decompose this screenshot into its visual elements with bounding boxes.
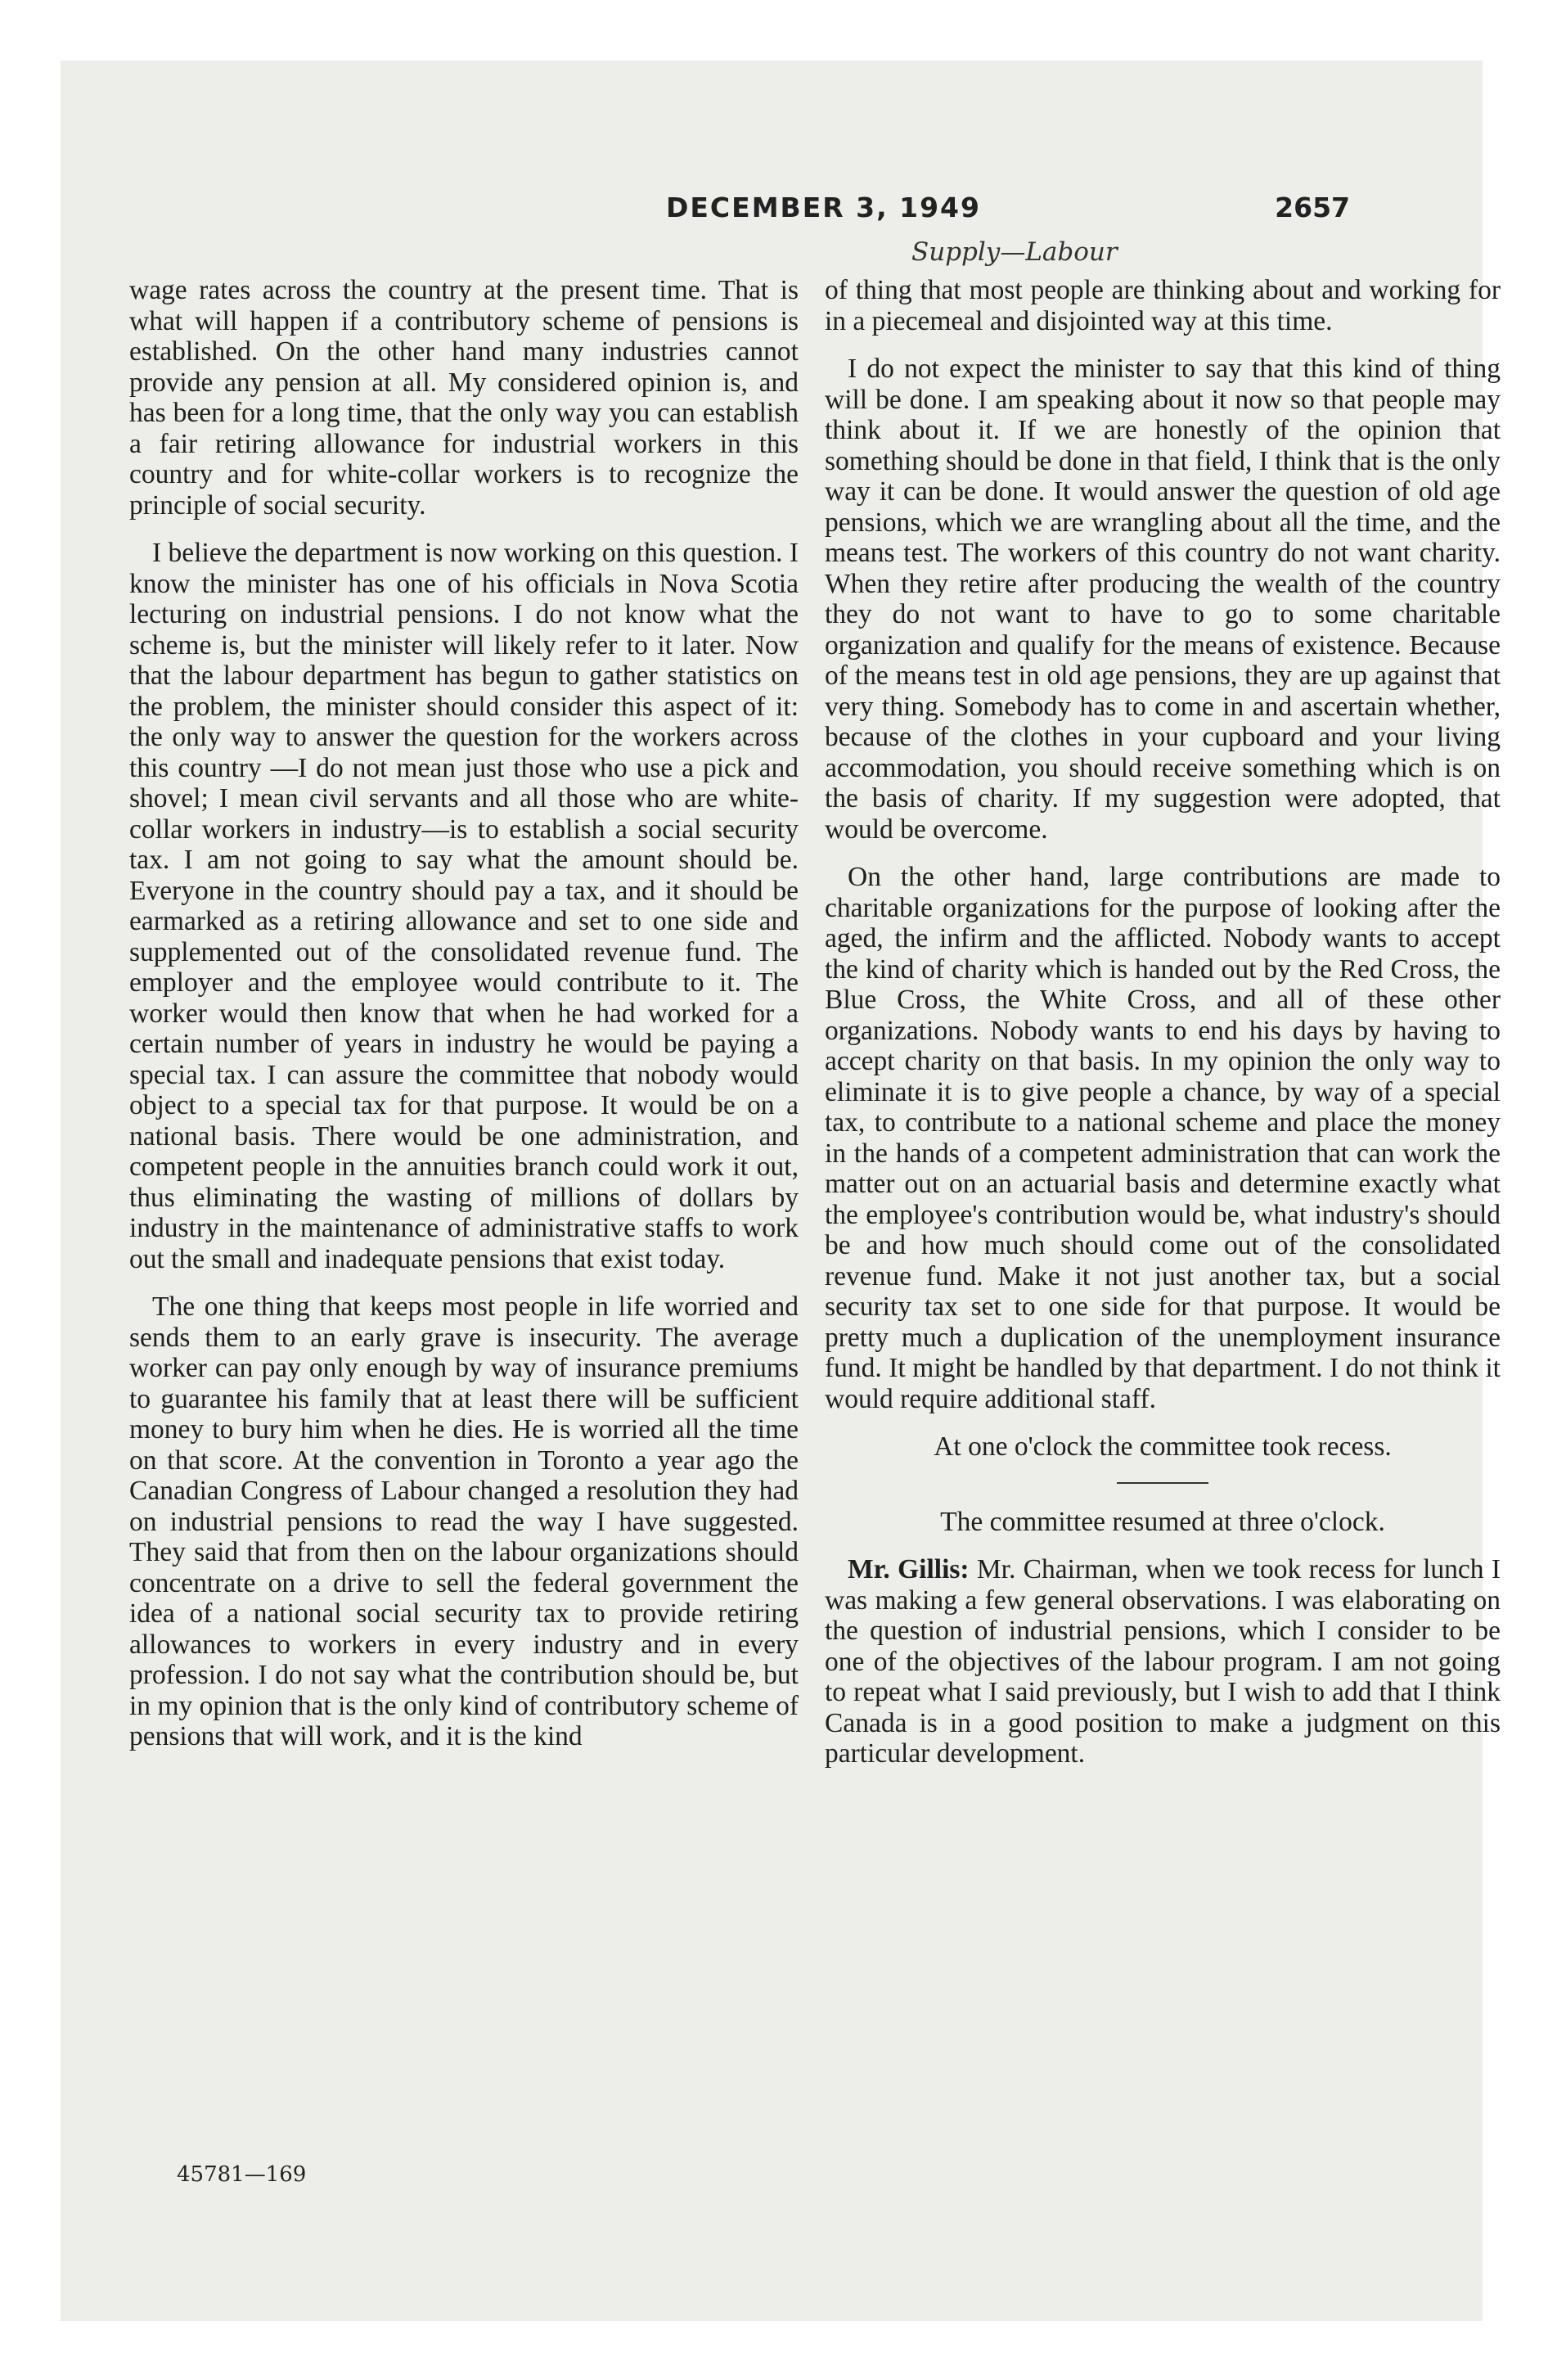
recess-note: At one o'clock the committee took recess. — [934, 1431, 1392, 1462]
speaker-paragraph — [825, 1554, 1501, 1769]
paragraph: wage rates across the country at the present time. That is what will happen if a contributory scheme of pensions is established. On the other hand many industries cannot provide any pension at all. My considered opinion is, and has been for a long time, that the only way you can establish a fair retiring allowance for industrial workers in this country and for white-collar workers is to recognize the principle of social security. — [129, 275, 799, 521]
paragraph: of thing that most people are thinking about and working for in a piecemeal and disjointed way at this time. — [825, 275, 1501, 336]
speaker-name: Mr. Gillis: — [848, 1554, 970, 1584]
paragraph: I do not expect the minister to say that this kind of thing will be done. I am speaking about it now so that people may think about it. If we are honestly of the opinion that something should be done in that field, I think that is the only way it can be done. It would answer the question of old age pensions, which we are wrangling about all the time, and the means test. The workers of this country do not want charity. When they retire after producing the wealth of the country they do not want to have to go to some charitable organization and qualify for the means of existence. Because of the means test in old age pensions, they are up against that very thing. Somebody has to come in and ascertain whether, because of the clothes in your cupboard and your living accommodation, you should receive something which is on the basis of charity. If my suggestion were adopted, that would be overcome. — [825, 354, 1501, 845]
page-header — [61, 192, 1483, 232]
running-head: Supply—Labour — [911, 237, 1118, 267]
speech-text: Mr. Chairman, when we took recess for lunch I was making a few general observations. I was elaborating on the question of industrial pensions, which I consider to be one of the objectives of the labour program. I am not going to repeat what I said previously, but I wish to add that I think Canada is in a good position to make a judgment on this particular development. — [825, 1554, 1501, 1769]
scanned-page — [61, 61, 1501, 2321]
header-date: DECEMBER 3, 1949 — [666, 192, 981, 223]
left-column — [129, 275, 799, 1769]
page-number: 2657 — [1275, 192, 1350, 223]
paragraph: On the other hand, large contributions are made to charitable organizations for the purpose of looking after the aged, the infirm and the afflicted. Nobody wants to accept the kind of charity which is handed out by the Red Cross, the Blue Cross, the White Cross, and all of these other organizations. Nobody wants to end his days by having to accept charity on that basis. In my opinion the only way to eliminate it is to give people a chance, by way of a special tax, to contribute to a national scheme and place the money in the hands of a competent administration that can work the matter out on an actuarial basis and determine exactly what the employee's contribution would be, what industry's should be and how much should come out of the consolidated revenue fund. Make it not just another tax, but a social security tax set to one side for that purpose. It would be pretty much a duplication of the unemployment insurance fund. It might be handled by that department. I do not think it would require additional staff. — [825, 862, 1501, 1414]
paragraph: The one thing that keeps most people in life worried and sends them to an early grave is insecurity. The average worker can pay only enough by way of insurance premiums to guarantee his family that at least there will be sufficient money to bury him when he dies. He is worried all the time on that score. At the convention in Toronto a year ago the Canadian Congress of Labour changed a resolution they had on industrial pensions to read the way I have suggested. They said that from then on the labour organizations should concentrate on a drive to sell the federal government the idea of a national social security tax to provide retiring allowances to workers in every industry and in every profession. I do not say what the contribution should be, but in my opinion that is the only kind of contributory scheme of pensions that will work, and it is the kind — [129, 1291, 799, 1751]
printer-signature: 45781—169 — [177, 2162, 307, 2187]
section-divider — [1117, 1482, 1208, 1484]
right-column — [825, 275, 1501, 1787]
resumed-note: The committee resumed at three o'clock. — [940, 1506, 1385, 1537]
paragraph: I believe the department is now working on this question. I know the minister has one of his officials in Nova Scotia lecturing on industrial pensions. I do not know what the scheme is, but the minister will likely refer to it later. Now that the labour department has begun to gather statistics on the problem, the minister should consider this aspect of it: the only way to answer the question for the workers across this country —I do not mean just those who use a pick and shovel; I mean civil servants and all those who are white-collar workers in industry—is to establish a social security tax. I am not going to say what the amount should be. Everyone in the country should pay a tax, and it should be earmarked as a retiring allowance and set to one side and supplemented out of the consolidated revenue fund. The employer and the employee would contribute to it. The worker would then know that when he had worked for a certain number of years in industry he would be paying a special tax. I can assure the committee that nobody would object to a special tax for that purpose. It would be on a national basis. There would be one administration, and competent people in the annuities branch could work it out, thus eliminating the wasting of millions of dollars by industry in the maintenance of administrative staffs to work out the small and inadequate pensions that exist today. — [129, 538, 799, 1274]
